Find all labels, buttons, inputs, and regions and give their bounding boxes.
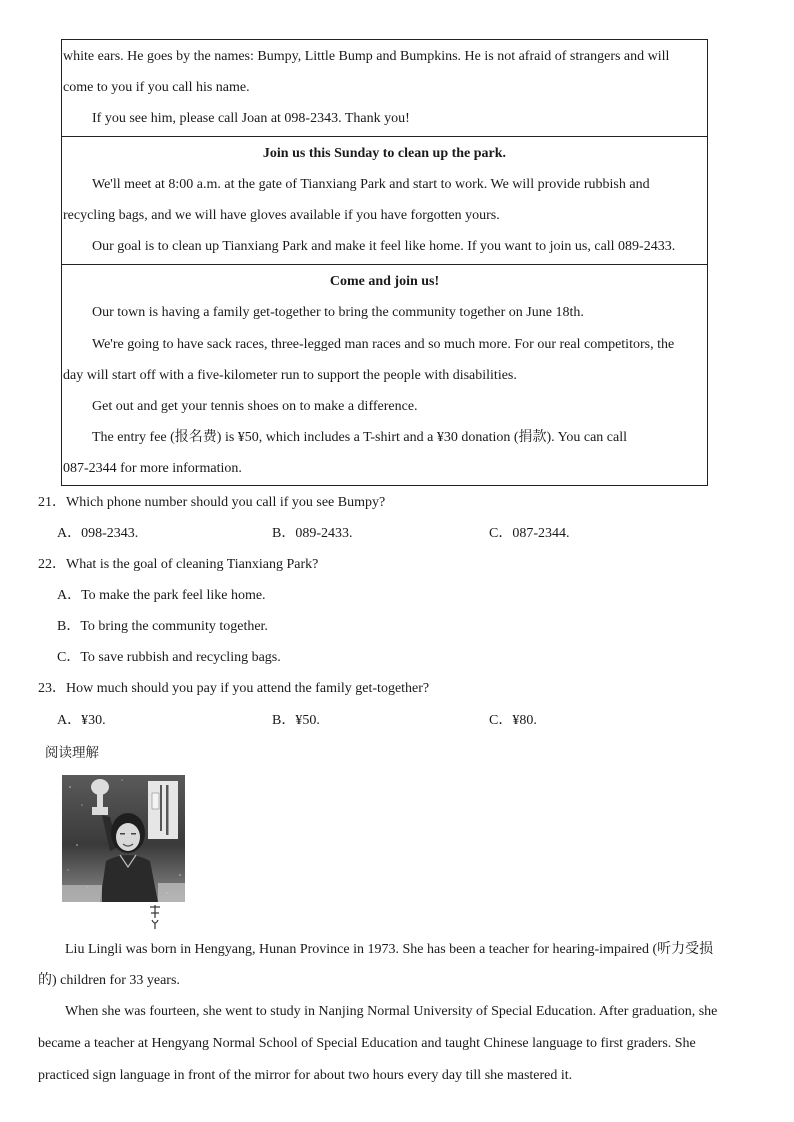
notice-family-get-together [61,264,708,486]
option-a[interactable]: A．¥30. [57,713,106,728]
notice-lost-pet [61,39,708,137]
section-label: 阅读理解 [45,745,99,761]
notice-line: 087-2344 for more information. [63,461,242,476]
notice-line: Get out and get your tennis shoes on to make a difference. [92,399,418,414]
option-b[interactable]: B．089-2433. [272,526,353,541]
notice-line: recycling bags, and we will have gloves available if you have forgotten yours. [63,208,500,223]
notice-line: come to you if you call his name. [63,80,250,95]
photo-mark [146,904,164,930]
passage-line: practiced sign language in front of the mirror for about two hours every day till she mastered it. [38,1068,573,1083]
passage-line: became a teacher at Hengyang Normal School of Special Education and taught Chinese language to first graders. She [38,1036,696,1051]
option-c[interactable]: C．087-2344. [489,526,570,541]
option-a[interactable]: A．098-2343. [57,526,139,541]
question-stem: 21．Which phone number should you call if you see Bumpy? [38,495,386,510]
passage-line: When she was fourteen, she went to study in Nanjing Normal University of Special Education. After graduation, she [65,1004,718,1019]
notice-line: day will start off with a five-kilometer run to support the people with disabilities. [63,368,517,383]
option-b[interactable]: B．To bring the community together. [57,619,268,634]
notice-title: Come and join us! [329,274,440,289]
question-stem: 22．What is the goal of cleaning Tianxiang Park? [38,557,319,572]
passage-line: Liu Lingli was born in Hengyang, Hunan Province in 1973. She has been a teacher for hearing-impaired (听力受损 [65,942,714,957]
notice-line: Our town is having a family get-together to bring the community together on June 18th. [92,305,584,320]
question-stem: 23．How much should you pay if you attend the family get-together? [38,681,430,696]
notice-clean-park [61,136,708,265]
option-a[interactable]: A．To make the park feel like home. [57,588,266,603]
notice-line: If you see him, please call Joan at 098-2343. Thank you! [92,111,410,126]
notice-line: We're going to have sack races, three-legged man races and so much more. For our real competitors, the [92,337,675,352]
option-b[interactable]: B．¥50. [272,713,320,728]
notice-line: Our goal is to clean up Tianxiang Park and make it feel like home. If you want to join us, call 089-2433. [92,239,676,254]
notice-line: The entry fee (报名费) is ¥50, which includes a T-shirt and a ¥30 donation (捐款). You can call [92,430,628,445]
notice-title: Join us this Sunday to clean up the park. [262,146,507,161]
option-c[interactable]: C．To save rubbish and recycling bags. [57,650,281,665]
passage-line: 的) children for 33 years. [38,973,180,988]
notice-line: We'll meet at 8:00 a.m. at the gate of Tianxiang Park and start to work. We will provide rubbish and [92,177,650,192]
option-c[interactable]: C．¥80. [489,713,537,728]
photo-teacher-with-trophy [62,775,185,902]
notice-line: white ears. He goes by the names: Bumpy, Little Bump and Bumpkins. He is not afraid of strangers and will [63,49,670,64]
